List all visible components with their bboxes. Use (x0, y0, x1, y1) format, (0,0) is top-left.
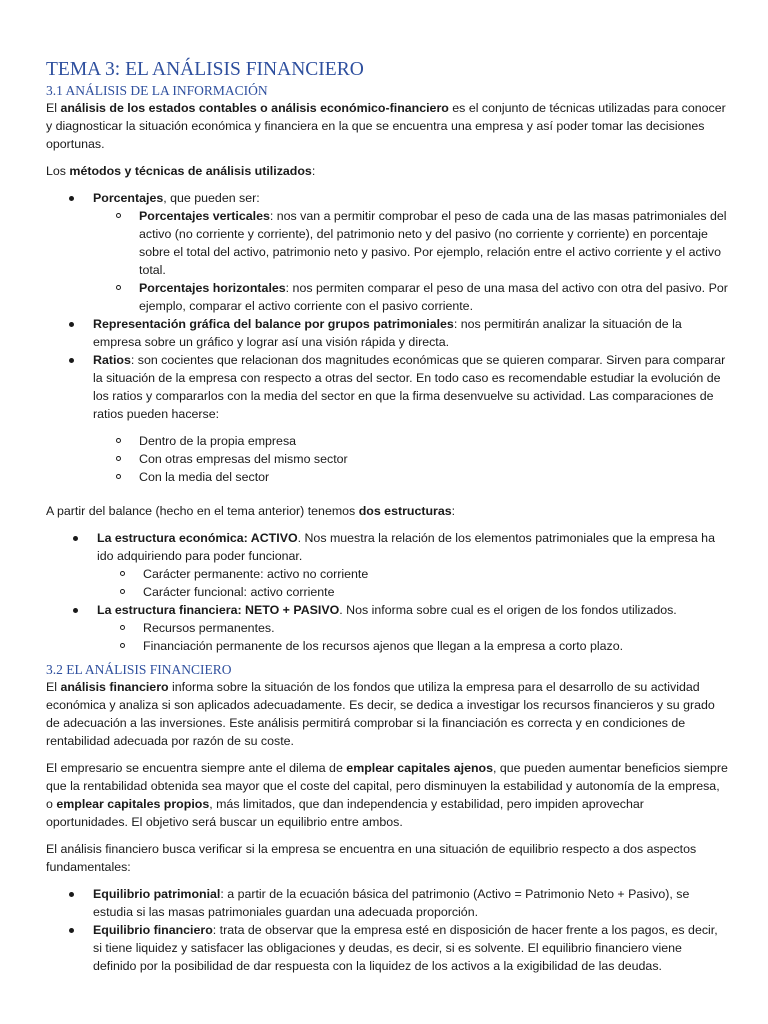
bullet-icon (69, 928, 74, 933)
list-item: Porcentajes horizontales: nos permiten comparar el peso de una masa del activo con otra del pasivo. Por ejemplo, comparar el activo corriente con el pasivo corriente. (46, 279, 728, 315)
section-heading-3-1: 3.1 ANÁLISIS DE LA INFORMACIÓN (46, 83, 268, 98)
list-item: Recursos permanentes. (46, 619, 728, 637)
list-item: Representación gráfica del balance por grupos patrimoniales: nos permitirán analizar la situación de la empresa sobre un gráfico y lograr así una visión rápida y directa. (46, 315, 728, 351)
bullet-icon (69, 358, 74, 363)
list-item: Carácter permanente: activo no corriente (46, 565, 728, 583)
bullet-icon (73, 536, 78, 541)
list-item: Porcentajes verticales: nos van a permitir comprobar el peso de cada una de las masas patrimoniales del activo (no corriente y corriente), del patrimonio neto y del pasivo (no corriente y corriente) en porcentaje sobre el total del activo, patrimonio neto y pasivo. Por ejemplo, relación entre el activo corriente y el activo total. (46, 207, 728, 279)
list-item: Porcentajes, que pueden ser: (46, 189, 728, 207)
equilibrio-list (46, 885, 728, 975)
circle-bullet-icon (120, 571, 125, 576)
economica-sublist (46, 565, 728, 601)
methods-paragraph: Los métodos y técnicas de análisis utilizados: (46, 164, 316, 178)
ratios-sublist (46, 432, 728, 486)
estructuras-paragraph: A partir del balance (hecho en el tema anterior) tenemos dos estructuras: (46, 504, 456, 518)
section-heading-3-2: 3.2 EL ANÁLISIS FINANCIERO (46, 662, 232, 677)
circle-bullet-icon (116, 456, 121, 461)
estructuras-list (46, 529, 728, 565)
estructuras-list-cont (46, 601, 728, 619)
methods-list (46, 189, 728, 207)
circle-bullet-icon (120, 589, 125, 594)
dilema-paragraph: El empresario se encuentra siempre ante el dilema de emplear capitales ajenos, que pueden aumentar beneficios siempre que la rentabilidad obtenida sea mayor que el coste del capital, pero disminuyen la estabilidad y autonomía de la empresa, o emplear capitales propios, más limitados, que dan independencia y estabilidad, pero impiden aprovechar oportunidades. El objetivo será buscar un equilibrio entre ambos. (46, 761, 728, 829)
porcentajes-sublist (46, 207, 728, 315)
list-item: Ratios: son cocientes que relacionan dos magnitudes económicas que se quieren comparar. Sirven para comparar la situación de la empresa con respecto a otras del sector. En todo caso es recomendable estudiar la evolución de los ratios y compararlos con la media del sector en que la firma desenvuelve su actividad. Las comparaciones de ratios pueden hacerse: (46, 351, 728, 423)
list-item: Equilibrio patrimonial: a partir de la ecuación básica del patrimonio (Activo = Patrimonio Neto + Pasivo), se estudia si las masas patrimoniales guardan una adecuada proporción. (46, 885, 728, 921)
methods-list-cont (46, 315, 728, 423)
list-item: Financiación permanente de los recursos ajenos que llegan a la empresa a corto plazo. (46, 637, 728, 655)
page-title: TEMA 3: EL ANÁLISIS FINANCIERO (46, 59, 364, 80)
circle-bullet-icon (120, 625, 125, 630)
bullet-icon (69, 196, 74, 201)
list-item: Dentro de la propia empresa (46, 432, 728, 450)
circle-bullet-icon (116, 474, 121, 479)
financiera-sublist (46, 619, 728, 655)
circle-bullet-icon (116, 213, 121, 218)
analisis-paragraph: El análisis financiero informa sobre la situación de los fondos que utiliza la empresa para el desarrollo de su actividad económica y analiza si son aplicados adecuadamente. Es decir, se dedica a investigar los recursos financieros y su grado de adecuación a las inversiones. Este análisis permitirá comprobar si la financiación es correcta y en condiciones de rentabilidad adecuada por razón de su coste. (46, 680, 715, 748)
circle-bullet-icon (116, 438, 121, 443)
list-item: Con la media del sector (46, 468, 728, 486)
list-item: Carácter funcional: activo corriente (46, 583, 728, 601)
list-item: Con otras empresas del mismo sector (46, 450, 728, 468)
intro-paragraph: El análisis de los estados contables o análisis económico-financiero es el conjunto de técnicas utilizadas para conocer y diagnosticar la situación económica y financiera en la que se encuentra una empresa y así poder tomar las decisiones oportunas. (46, 101, 726, 151)
bullet-icon (69, 322, 74, 327)
list-item: La estructura económica: ACTIVO. Nos muestra la relación de los elementos patrimoniales que la empresa ha ido adquiriendo para poder funcionar. (46, 529, 728, 565)
bullet-icon (69, 892, 74, 897)
circle-bullet-icon (116, 285, 121, 290)
list-item: La estructura financiera: NETO + PASIVO. Nos informa sobre cual es el origen de los fondos utilizados. (46, 601, 728, 619)
circle-bullet-icon (120, 643, 125, 648)
list-item: Equilibrio financiero: trata de observar que la empresa esté en disposición de hacer frente a los pagos, es decir, si tiene liquidez y satisfacer las obligaciones y deudas, es decir, si es solvente. El equilibrio financiero viene definido por la posibilidad de dar respuesta con la liquidez de los activos a la exigibilidad de las deudas. (46, 921, 728, 975)
equilibrio-paragraph: El análisis financiero busca verificar si la empresa se encuentra en una situación de equilibrio respecto a dos aspectos fundamentales: (46, 842, 697, 874)
bullet-icon (73, 608, 78, 613)
